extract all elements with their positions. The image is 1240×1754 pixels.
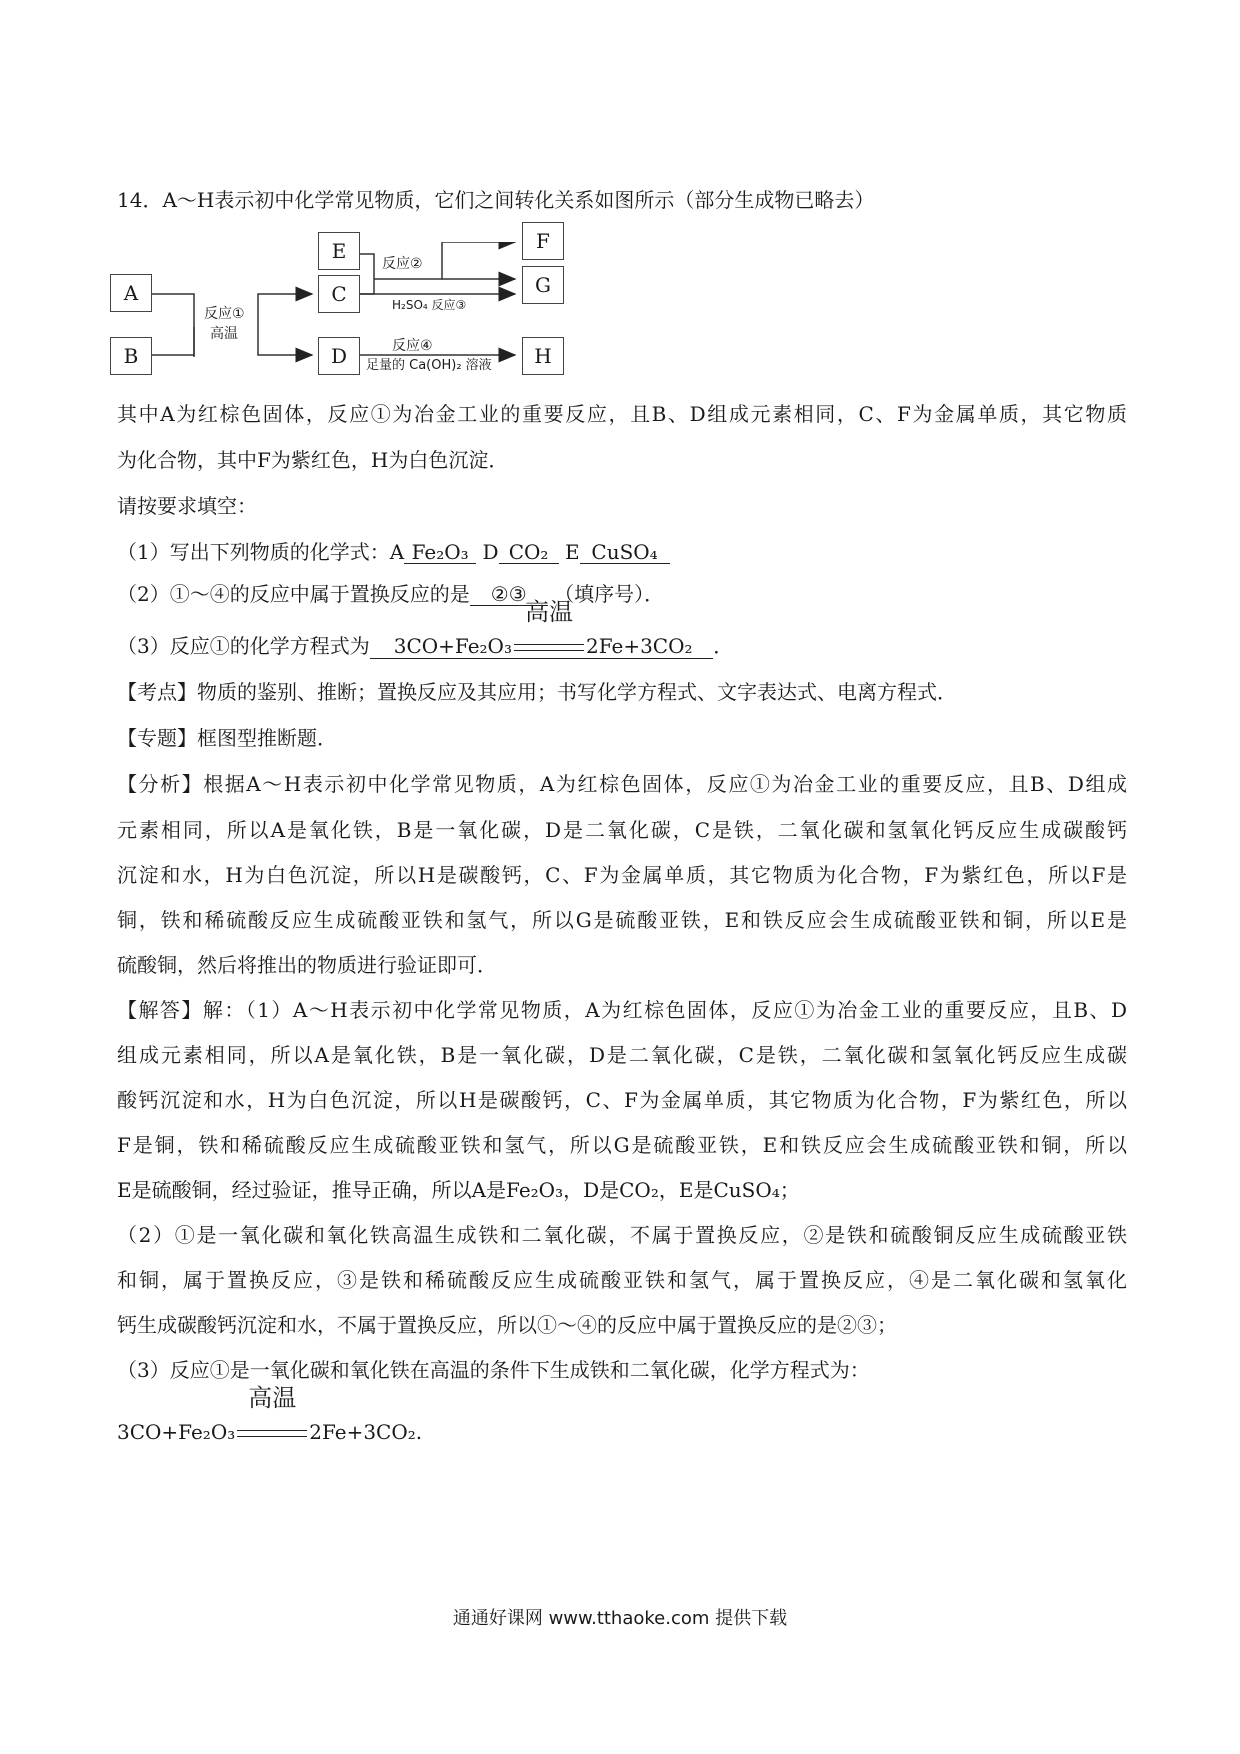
answer-a: Fe₂O₃ [404, 541, 476, 564]
equation-condition-block [512, 598, 586, 660]
description-line-1: 其中A为红棕色固体，反应①为冶金工业的重要反应，且B、D组成元素相同，C、F为金属单质，其它物质 [117, 402, 1127, 426]
final-equation-condition-block [235, 1384, 309, 1446]
jieda-line-2: 组成元素相同，所以A是氧化铁，B是一氧化碳，D是二氧化碳，C是铁，二氧化碳和氢氧化钙反应生成碳 [117, 1043, 1127, 1067]
box-e: E [318, 232, 360, 270]
box-f: F [522, 222, 564, 260]
question-3-suffix: ． [713, 634, 734, 658]
question-3 [117, 598, 1127, 660]
final-equation-double-bar [237, 1430, 307, 1437]
reaction-2-label: 反应② [382, 256, 423, 272]
box-a: A [110, 274, 152, 312]
final-equation [117, 1384, 1127, 1446]
question-2-prefix: （2）①～④的反应中属于置换反应的是 [117, 582, 470, 606]
answer-3 [370, 598, 714, 659]
question-1-prefix: （1）写出下列物质的化学式：A [117, 540, 405, 564]
label-d: D [482, 540, 499, 564]
question-1 [117, 538, 1127, 566]
part2-line-3: 钙生成碳酸钙沉淀和水，不属于置换反应，所以①～④的反应中属于置换反应的是②③； [117, 1313, 897, 1337]
part2-line-2: 和铜，属于置换反应，③是铁和稀硫酸反应生成硫酸亚铁和氢气，属于置换反应，④是二氧化碳和氢氧化 [117, 1268, 1127, 1292]
reaction-1-label: 反应① [204, 306, 245, 322]
final-equation-condition: 高温 [248, 1384, 297, 1412]
label-e: E [564, 540, 580, 564]
part3-line: （3）反应①是一氧化碳和氧化铁在高温的条件下生成铁和二氧化碳，化学方程式为： [117, 1358, 870, 1382]
box-d: D [318, 337, 360, 375]
description-line-2: 为化合物，其中F为紫红色，H为白色沉淀． [117, 448, 509, 472]
kaodian: 【考点】物质的鉴别、推断；置换反应及其应用；书写化学方程式、文字表达式、电离方程式． [117, 680, 957, 704]
box-b: B [110, 337, 152, 375]
jieda-line-4: F是铜，铁和稀硫酸反应生成硫酸亚铁和氢气，所以G是硫酸亚铁，E和铁反应会生成硫酸亚铁和铜，所以 [117, 1133, 1127, 1157]
reaction-1-condition: 高温 [210, 326, 238, 342]
equation-condition: 高温 [524, 598, 573, 626]
part2-line-1: （2）①是一氧化碳和氧化铁高温生成铁和二氧化碳，不属于置换反应，②是铁和硫酸铜反应生成硫酸亚铁 [117, 1223, 1127, 1247]
answer-d: CO₂ [499, 541, 559, 564]
equation-double-bar [514, 644, 584, 651]
fenxi-line-5: 硫酸铜，然后将推出的物质进行验证即可． [117, 953, 497, 977]
question-3-prefix: （3）反应①的化学方程式为 [117, 634, 370, 658]
page-footer: 通通好课网 www.tthaoke.com 提供下载 [452, 1608, 788, 1629]
fenxi-line-4: 铜，铁和稀硫酸反应生成硫酸亚铁和氢气，所以G是硫酸亚铁，E和铁反应会生成硫酸亚铁和铜，所以E是 [117, 908, 1127, 932]
fenxi-line-3: 沉淀和水，H为白色沉淀，所以H是碳酸钙，C、F为金属单质，其它物质为化合物，F为紫红色，所以F是 [117, 863, 1127, 887]
box-h: H [522, 337, 564, 375]
box-c: C [318, 275, 360, 313]
final-equation-right: 2Fe+3CO₂. [309, 1420, 423, 1444]
answer-3-right: 2Fe+3CO₂ [585, 634, 693, 658]
conversion-diagram [110, 229, 640, 422]
question-intro: 14．A～H表示初中化学常见物质，它们之间转化关系如图所示（部分生成物已略去） [117, 188, 875, 212]
reaction-4-label: 反应④ [392, 338, 433, 354]
fenxi-line-1: 【分析】根据A～H表示初中化学常见物质，A为红棕色固体，反应①为冶金工业的重要反应，且B、D组成 [117, 772, 1127, 796]
zhuanti: 【专题】框图型推断题． [117, 726, 337, 750]
answer-e: CuSO₄ [580, 541, 670, 564]
question-2 [117, 580, 1127, 608]
final-equation-left: 3CO+Fe₂O₃ [117, 1420, 236, 1444]
jieda-line-1: 【解答】解：（1）A～H表示初中化学常见物质，A为红棕色固体，反应①为冶金工业的重要反应，且B、D [117, 998, 1127, 1022]
jieda-line-3: 酸钙沉淀和水，H为白色沉淀，所以H是碳酸钙，C、F为金属单质，其它物质为化合物，F为紫红色，所以 [117, 1088, 1127, 1112]
answer-3-left: 3CO+Fe₂O₃ [393, 634, 512, 658]
jieda-line-5: E是硫酸铜，经过验证，推导正确，所以A是Fe₂O₃，D是CO₂，E是CuSO₄； [117, 1178, 800, 1202]
fenxi-line-2: 元素相同，所以A是氧化铁，B是一氧化碳，D是二氧化碳，C是铁，二氧化碳和氢氧化钙反应生成碳酸钙 [117, 818, 1127, 842]
question-2-suffix: （填序号）． [554, 582, 665, 606]
reaction-3-label: H₂SO₄ 反应③ [392, 298, 467, 312]
fill-prompt: 请按要求填空： [117, 494, 257, 518]
box-g: G [522, 266, 564, 304]
answer-2: ②③ [470, 583, 548, 606]
reaction-4-reagent: 足量的 Ca(OH)₂ 溶液 [366, 358, 492, 373]
